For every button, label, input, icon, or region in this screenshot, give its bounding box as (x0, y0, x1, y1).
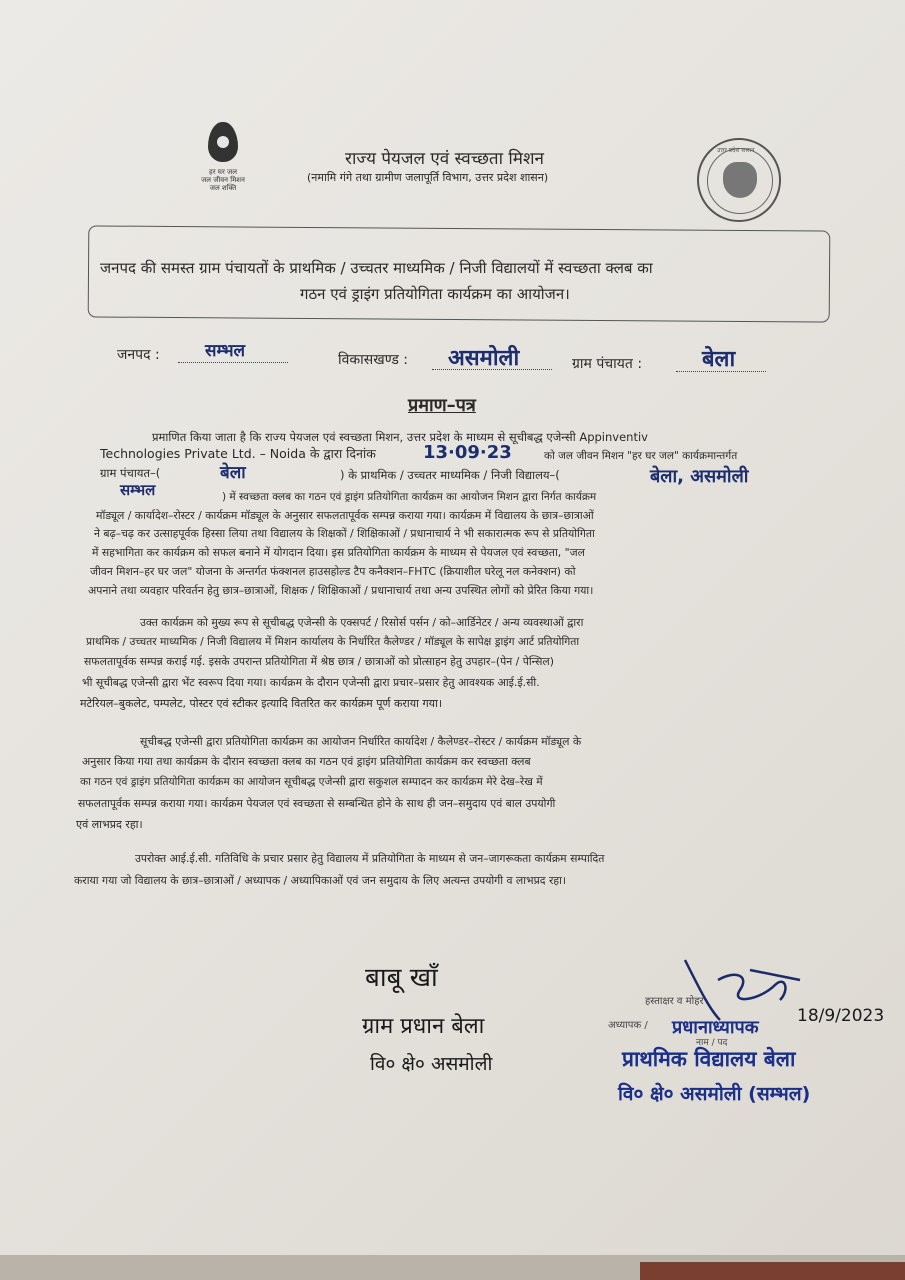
para3-line4: सफलतापूर्वक सम्पन्न कराया गया। कार्यक्रम पेयजल एवं स्वच्छता से सम्बन्धित होने के साथ ही जन–समुदाय एवं बाल उपयोगी (78, 797, 556, 810)
seal-emblem-icon (723, 162, 757, 198)
headmaster-date: 18/9/2023 (797, 1006, 885, 1026)
para1-line9: अपनाने तथा व्यवहार परिवर्तन हेतु छात्र–छात्राओं, शिक्षक / शिक्षिकाओं / प्रधानाचार्य तथा अन्य उपस्थित लोगों को प्रेरित किया गया। (88, 584, 594, 597)
para3-line3: का गठन एवं ड्राइंग प्रतियोगिता कार्यक्रम का आयोजन सूचीबद्ध एजेन्सी द्वारा सकुशल सम्पादन कर कार्यक्रम मेरे देख–रेख में (80, 776, 543, 788)
para1-line6: ने बढ़–चढ़ कर उत्साहपूर्वक हिस्सा लिया तथा विद्यालय के शिक्षकों / शिक्षिकाओं / प्रधानाचार्य ने भी सकारात्मक रूप से प्रतियोगिता (94, 527, 595, 540)
para4-line1: उपरोक्त आई.ई.सी. गतिविधि के प्रचार प्रसार हेतु विद्यालय में प्रतियोगिता के माध्यम से जन–जागरूकता कार्यक्रम सम्पादित (135, 852, 605, 865)
para1-line2b: को जल जीवन मिशन "हर घर जल" कार्यक्रमान्तर्गत (544, 450, 738, 462)
para1-line7: में सहभागिता कर कार्यक्रम को सफल बनाने में योगदान दिया। इस प्रतियोगिता कार्यक्रम के माध्यम से पेयजल एवं स्वच्छता, "जल (92, 546, 585, 559)
para1-line2a: Technologies Private Ltd. – Noida के द्वारा दिनांक (100, 446, 376, 461)
sign-label: हस्ताक्षर व मोहर (645, 996, 704, 1007)
para1-line5: मॉड्यूल / कार्यादेश–रोस्टर / कार्यक्रम मॉड्यूल के अनुसार सफलतापूर्वक सम्पन्न कराया गया। कार्यक्रम में विद्यालय के छात्र–छात्राओं (96, 509, 594, 522)
stamp-block-name: वि० क्षे० असमोली (सम्भल) (618, 1083, 811, 1105)
logo-text-1: हर घर जल (209, 168, 237, 176)
district-dots (178, 361, 288, 363)
headmaster-signature-scribble (680, 950, 810, 1025)
handwritten-date: 13·09·23 (423, 442, 512, 463)
para1-line8: जीवन मिशन–हर घर जल" योजना के अन्तर्गत फंक्शनल हाउसहोल्ड टैप कनैक्शन–FHTC (क्रियाशील घरेलू नल कनेक्शन) को (90, 565, 576, 578)
para3-line2: अनुसार किया गया तथा कार्यक्रम के दौरान स्वच्छता क्लब का गठन एवं ड्राइंग प्रतियोगिता कार्यक्रम कर स्वच्छता क्लब (82, 755, 531, 768)
org-subtitle: (नमामि गंगे तथा ग्रामीण जलापूर्ति विभाग, उत्तर प्रदेश शासन) (307, 171, 549, 184)
logo-text-3: जल शक्ति (209, 184, 237, 192)
para3-line5: एवं लाभप्रद रहा। (76, 818, 143, 831)
pradhan-signature-name: बाबू खाँ (365, 963, 438, 993)
para1-line1: प्रमाणित किया जाता है कि राज्य पेयजल एवं स्वच्छता मिशन, उत्तर प्रदेश के माध्यम से सूचीबद्ध एजेन्सी Appinventiv (152, 430, 648, 444)
para2-line4: भी सूचीबद्ध एजेन्सी द्वारा भेंट स्वरूप दिया गया। कार्यक्रम के दौरान एजेन्सी द्वारा प्रचार–प्रसार हेतु आवश्यक आई.ई.सी. (82, 676, 540, 689)
certificate-title: प्रमाण–पत्र (408, 395, 476, 416)
para1-line3b: ) के प्राथमिक / उच्चतर माध्यमिक / निजी विद्यालय–( (340, 468, 560, 482)
para2-line2: प्राथमिक / उच्चतर माध्यमिक / निजी विद्यालय में मिशन कार्यालय के निर्धारित कैलेण्डर / मॉड्यूल के सापेक्ष ड्राइंग आर्ट प्रतियोगिता (86, 635, 580, 648)
para1-line3a: ग्राम पंचायत–( (100, 466, 161, 480)
subject-line-2: गठन एवं ड्राइंग प्रतियोगिता कार्यक्रम का आयोजन। (300, 285, 570, 303)
para2-line3: सफलतापूर्वक सम्पन्न कराई गई. इसके उपरान्त प्रतियोगिता में श्रेष्ठ छात्र / छात्राओं को प्रोत्साहन हेतु उपहार–(पेन / पेन्सिल) (84, 655, 554, 668)
pradhan-block: वि० क्षे० असमोली (370, 1053, 493, 1075)
stamp-role: प्रधानाध्यापक (672, 1017, 759, 1038)
panchayat-label: ग्राम पंचायत : (572, 356, 643, 372)
block-value: असमोली (448, 346, 520, 371)
har-ghar-jal-logo (188, 122, 258, 212)
logo-text-2: जल जीवन मिशन (201, 176, 245, 184)
name-post-label: नाम / पद (696, 1038, 728, 1048)
para4-line2: कराया गया जो विद्यालय के छात्र–छात्राओं / अध्यापक / अध्यापिकाओं एवं जन समुदाय के लिए अत्यन्त उपयोगी व लाभप्रद रहा। (74, 874, 566, 887)
para2-line1: उक्त कार्यक्रम को मुख्य रूप से सूचीबद्ध एजेन्सी के एक्सपर्ट / रिसोर्स पर्सन / को–आर्डिनेटर / अन्य व्यवस्थाओं द्वारा (140, 616, 584, 629)
para3-line1: सूचीबद्ध एजेन्सी द्वारा प्रतियोगिता कार्यक्रम का आयोजन निर्धारित कार्यादेश / कैलेण्डर–रोस्टर / कार्यक्रम मॉड्यूल के (140, 735, 582, 748)
up-government-seal (697, 138, 781, 222)
district-value: सम्भल (205, 341, 246, 361)
panchayat-value: बेला (702, 347, 736, 372)
org-title: राज्य पेयजल एवं स्वच्छता मिशन (345, 149, 544, 169)
para2-line5: मटेरियल–बुकलेट, पम्पलेट, पोस्टर एवं स्टीकर इत्यादि वितरित कर कार्यक्रम पूर्ण कराया गया। (80, 697, 443, 710)
district-label: जनपद : (117, 347, 160, 363)
table-surface (640, 1262, 905, 1280)
handwritten-school: बेला, असमोली (650, 466, 749, 487)
water-drop-icon (208, 122, 238, 162)
handwritten-district: सम्भल (120, 481, 156, 499)
stamp-school-name: प्राथमिक विद्यालय बेला (622, 1047, 796, 1071)
handwritten-panchayat: बेला (220, 463, 246, 483)
pradhan-designation: ग्राम प्रधान बेला (362, 1014, 485, 1039)
block-label: विकासखण्ड : (338, 352, 409, 368)
para1-line4: ) में स्वच्छता क्लब का गठन एवं ड्राइंग प्रतियोगिता कार्यक्रम का आयोजन मिशन द्वारा निर्गत कार्यक्रम (222, 491, 597, 503)
teacher-label: अध्यापक / (608, 1020, 648, 1031)
seal-text: उत्तर प्रदेश शासन (717, 147, 755, 154)
subject-line-1: जनपद की समस्त ग्राम पंचायतों के प्राथमिक / उच्चतर माध्यमिक / निजी विद्यालयों में स्वच्छता क्लब का (100, 259, 653, 277)
